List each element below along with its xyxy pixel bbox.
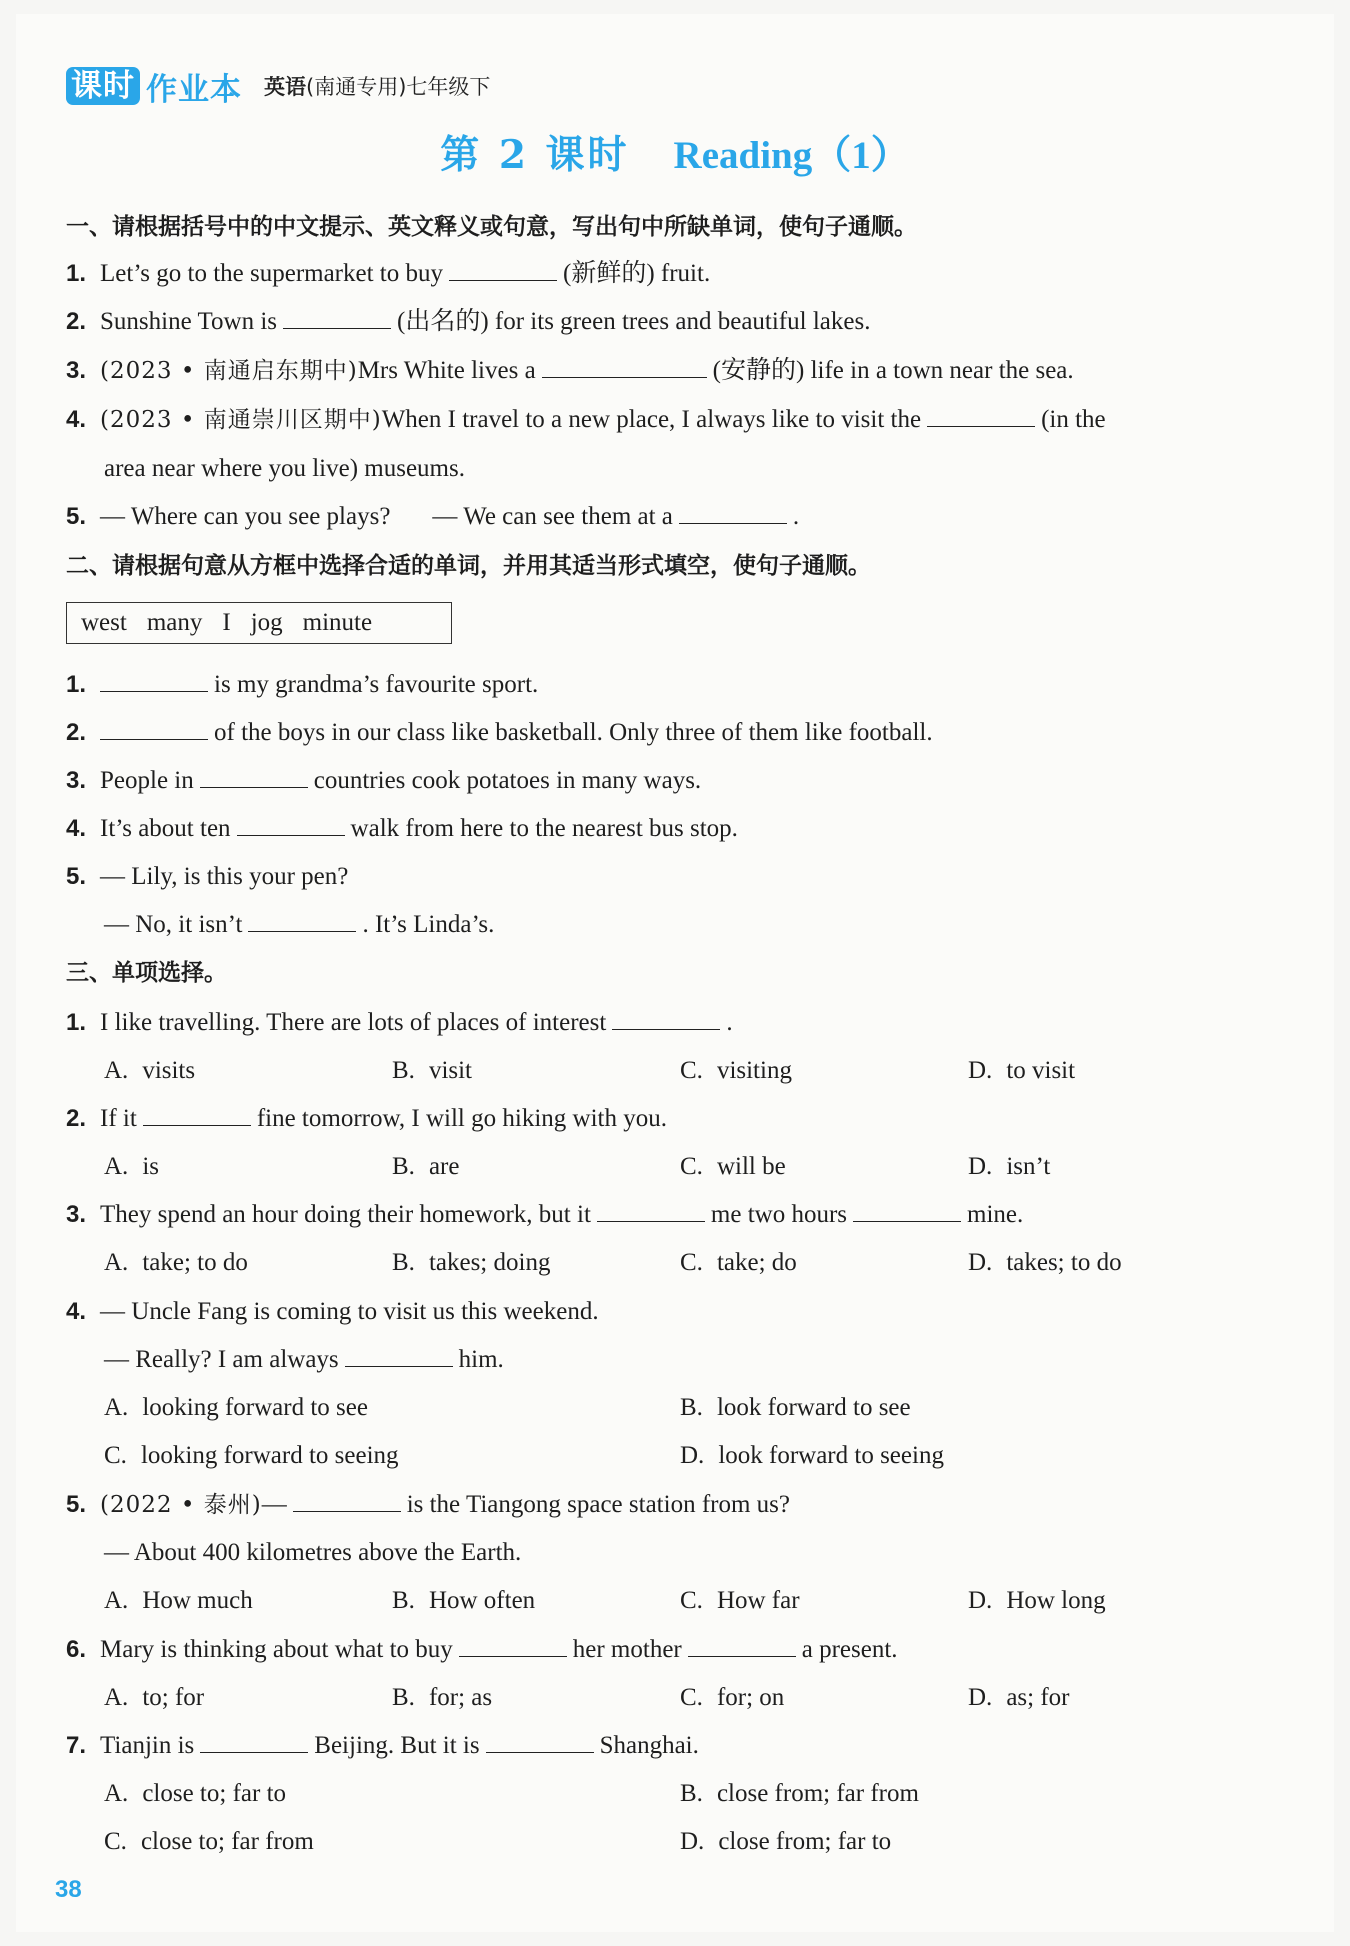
option-c[interactable]: C. visiting xyxy=(680,1057,792,1084)
option-d[interactable]: D. close from; far to xyxy=(680,1828,892,1855)
header xyxy=(66,66,490,106)
s1-question-3: 3. (2023 • 南通启东期中)Mrs White lives a (安静的) life in a town near the sea. xyxy=(66,357,1074,384)
option-d[interactable]: D. as; for xyxy=(968,1684,1070,1711)
question-source: (2022 • 泰州) xyxy=(100,1492,262,1518)
option-a[interactable]: A. is xyxy=(104,1153,159,1180)
lesson-name: Reading（1） xyxy=(673,134,910,177)
answer-blank[interactable] xyxy=(100,669,208,692)
option-b[interactable]: B. are xyxy=(392,1153,460,1180)
option-a[interactable]: A. looking forward to see xyxy=(104,1394,368,1421)
answer-blank[interactable] xyxy=(248,909,356,932)
answer-blank[interactable] xyxy=(679,501,787,524)
answer-blank[interactable] xyxy=(597,1199,705,1222)
s1-question-5: 5. — Where can you see plays? — We can see them at a . xyxy=(66,503,800,530)
answer-blank[interactable] xyxy=(486,1730,594,1753)
question-source: (2023 • 南通启东期中) xyxy=(100,358,358,384)
option-c[interactable]: C. close to; far from xyxy=(104,1828,314,1855)
option-b[interactable]: B. visit xyxy=(392,1057,473,1084)
answer-blank[interactable] xyxy=(853,1199,961,1222)
option-a[interactable]: A. visits xyxy=(104,1057,196,1084)
option-b[interactable]: B. How often xyxy=(392,1587,536,1614)
word-option: I xyxy=(222,609,231,636)
lesson-title xyxy=(0,124,1350,180)
s2-question-2: 2. of the boys in our class like basketball. Only three of them like football. xyxy=(66,719,933,746)
answer-blank[interactable] xyxy=(449,258,557,281)
word-option: west xyxy=(81,609,127,636)
word-option: many xyxy=(146,609,203,636)
answer-blank[interactable] xyxy=(542,355,707,378)
s2-question-5-reply: — No, it isn’t . It’s Linda’s. xyxy=(104,911,495,938)
option-a[interactable]: A. How much xyxy=(104,1587,253,1614)
option-b[interactable]: B. takes; doing xyxy=(392,1249,551,1276)
s1-question-4: 4. (2023 • 南通崇川区期中)When I travel to a new place, I always like to visit the (in the xyxy=(66,406,1106,433)
s2-question-4: 4. It’s about ten walk from here to the nearest bus stop. xyxy=(66,815,738,842)
answer-blank[interactable] xyxy=(283,306,391,329)
answer-blank[interactable] xyxy=(293,1489,401,1512)
mc-question-1: 1. I like travelling. There are lots of places of interest . xyxy=(66,1009,733,1036)
brand-logo xyxy=(66,64,242,109)
lesson-number: 第 2 课时 xyxy=(440,132,630,178)
answer-blank[interactable] xyxy=(100,717,208,740)
mc-question-7: 7. Tianjin is Beijing. But it is Shanghai. xyxy=(66,1732,699,1759)
mc-question-5: 5. (2022 • 泰州)— is the Tiangong space station from us? xyxy=(66,1491,790,1518)
s1-question-2: 2. Sunshine Town is (出名的) for its green trees and beautiful lakes. xyxy=(66,308,871,335)
mc-question-3: 3. They spend an hour doing their homework, but it me two hours mine. xyxy=(66,1201,1024,1228)
s2-question-3: 3. People in countries cook potatoes in many ways. xyxy=(66,767,702,794)
option-c[interactable]: C. for; on xyxy=(680,1684,785,1711)
answer-blank[interactable] xyxy=(612,1007,720,1030)
s1-question-4-cont: area near where you live) museums. xyxy=(104,455,465,482)
option-c[interactable]: C. looking forward to seeing xyxy=(104,1442,399,1469)
logo-mark: 课时 xyxy=(66,67,140,105)
answer-blank[interactable] xyxy=(143,1103,251,1126)
answer-blank[interactable] xyxy=(200,765,308,788)
option-b[interactable]: B. look forward to see xyxy=(680,1394,911,1421)
option-c[interactable]: C. will be xyxy=(680,1153,786,1180)
mc-question-6: 6. Mary is thinking about what to buy her mother a present. xyxy=(66,1636,898,1663)
answer-blank[interactable] xyxy=(927,404,1035,427)
option-d[interactable]: D. look forward to seeing xyxy=(680,1442,944,1469)
answer-blank[interactable] xyxy=(459,1634,567,1657)
question-source: (2023 • 南通崇川区期中) xyxy=(100,407,382,433)
s2-question-5: 5. — Lily, is this your pen? xyxy=(66,863,349,890)
logo-text: 作业本 xyxy=(146,71,242,108)
option-d[interactable]: D. takes; to do xyxy=(968,1249,1122,1276)
option-a[interactable]: A. close to; far to xyxy=(104,1780,287,1807)
answer-blank[interactable] xyxy=(345,1344,453,1367)
option-a[interactable]: A. take; to do xyxy=(104,1249,248,1276)
word-option: jog xyxy=(250,609,283,636)
mc-question-5-reply: — About 400 kilometres above the Earth. xyxy=(104,1539,522,1566)
s1-question-1: 1. Let’s go to the supermarket to buy (新鲜的) fruit. xyxy=(66,260,711,287)
section-3-heading: 三、单项选择。 xyxy=(66,960,227,986)
option-d[interactable]: D. How long xyxy=(968,1587,1106,1614)
answer-blank[interactable] xyxy=(200,1730,308,1753)
word-box xyxy=(66,602,452,644)
page-number: 38 xyxy=(55,1876,82,1903)
option-d[interactable]: D. to visit xyxy=(968,1057,1076,1084)
answer-blank[interactable] xyxy=(237,813,345,836)
section-1-heading: 一、请根据括号中的中文提示、英文释义或句意，写出句中所缺单词，使句子通顺。 xyxy=(66,214,917,240)
mc-question-4: 4. — Uncle Fang is coming to visit us this weekend. xyxy=(66,1298,599,1325)
subject-label: 英语(南通专用)七年级下 xyxy=(264,75,491,99)
word-option: minute xyxy=(302,609,373,636)
s2-question-1: 1. is my grandma’s favourite sport. xyxy=(66,671,539,698)
option-a[interactable]: A. to; for xyxy=(104,1684,205,1711)
section-2-heading: 二、请根据句意从方框中选择合适的单词，并用其适当形式填空，使句子通顺。 xyxy=(66,553,871,579)
option-c[interactable]: C. How far xyxy=(680,1587,800,1614)
option-b[interactable]: B. for; as xyxy=(392,1684,493,1711)
answer-blank[interactable] xyxy=(688,1634,796,1657)
mc-question-2: 2. If it fine tomorrow, I will go hiking with you. xyxy=(66,1105,667,1132)
mc-question-4-reply: — Really? I am always him. xyxy=(104,1346,504,1373)
option-c[interactable]: C. take; do xyxy=(680,1249,797,1276)
option-d[interactable]: D. isn’t xyxy=(968,1153,1051,1180)
option-b[interactable]: B. close from; far from xyxy=(680,1780,919,1807)
